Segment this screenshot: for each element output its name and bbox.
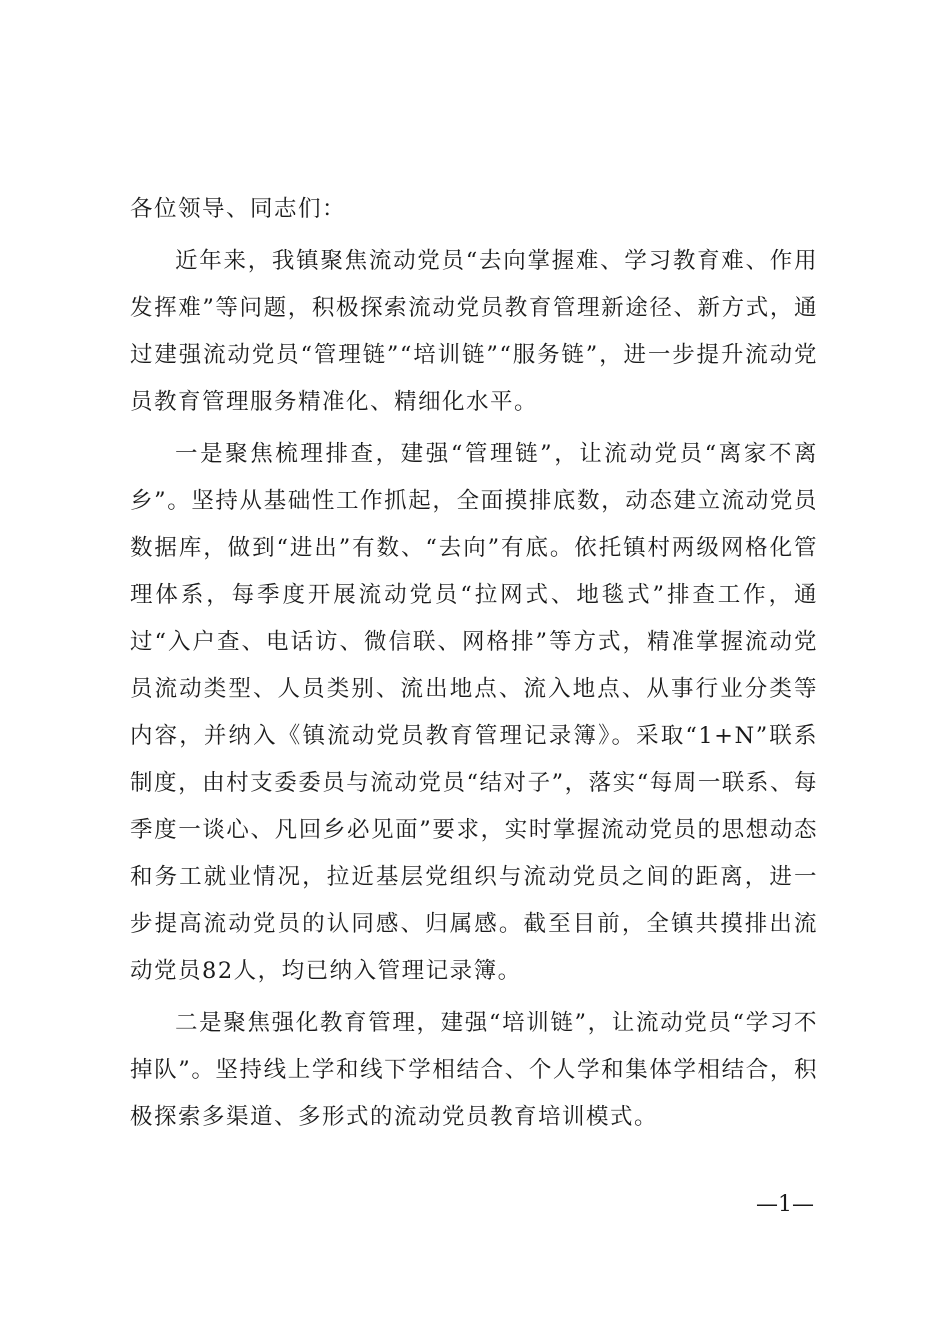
paragraph-training-chain: 二是聚焦强化教育管理，建强“培训链”，让流动党员“学习不掉队”。坚持线上学和线下学相结合、个人学和集体学相结合，积极探索多渠道、多形式的流动党员教育培训模式。 (130, 1010, 818, 1130)
document-body (130, 186, 818, 1141)
paragraph-management-chain: 一是聚焦梳理排查，建强“管理链”，让流动党员“离家不离乡”。坚持从基础性工作抓起，全面摸排底数，动态建立流动党员数据库，做到“进出”有数、“去向”有底。依托镇村两级网格化管理体系，每季度开展流动党员“拉网式、地毯式”排查工作，通过“入户查、电话访、微信联、网格排”等方式，精准掌握流动党员流动类型、人员类别、流出地点、流入地点、从事行业分类等内容，并纳入《镇流动党员教育管理记录簿》。采取“1+N”联系制度，由村支委委员与流动党员“结对子”，落实“每周一联系、每季度一谈心、凡回乡必见面”要求，实时掌握流动党员的思想动态和务工就业情况，拉近基层党组织与流动党员之间的距离，进一步提高流动党员的认同感、归属感。截至目前，全镇共摸排出流动党员82人，均已纳入管理记录簿。 (130, 441, 818, 984)
paragraph-intro: 近年来，我镇聚焦流动党员“去向掌握难、学习教育难、作用发挥难”等问题，积极探索流动党员教育管理新途径、新方式，通过建强流动党员“管理链”“培训链”“服务链”，进一步提升流动党员教育管理服务精准化、精细化水平。 (130, 248, 818, 415)
salutation: 各位领导、同志们： (130, 196, 347, 222)
page-number: —1— (756, 1192, 814, 1217)
